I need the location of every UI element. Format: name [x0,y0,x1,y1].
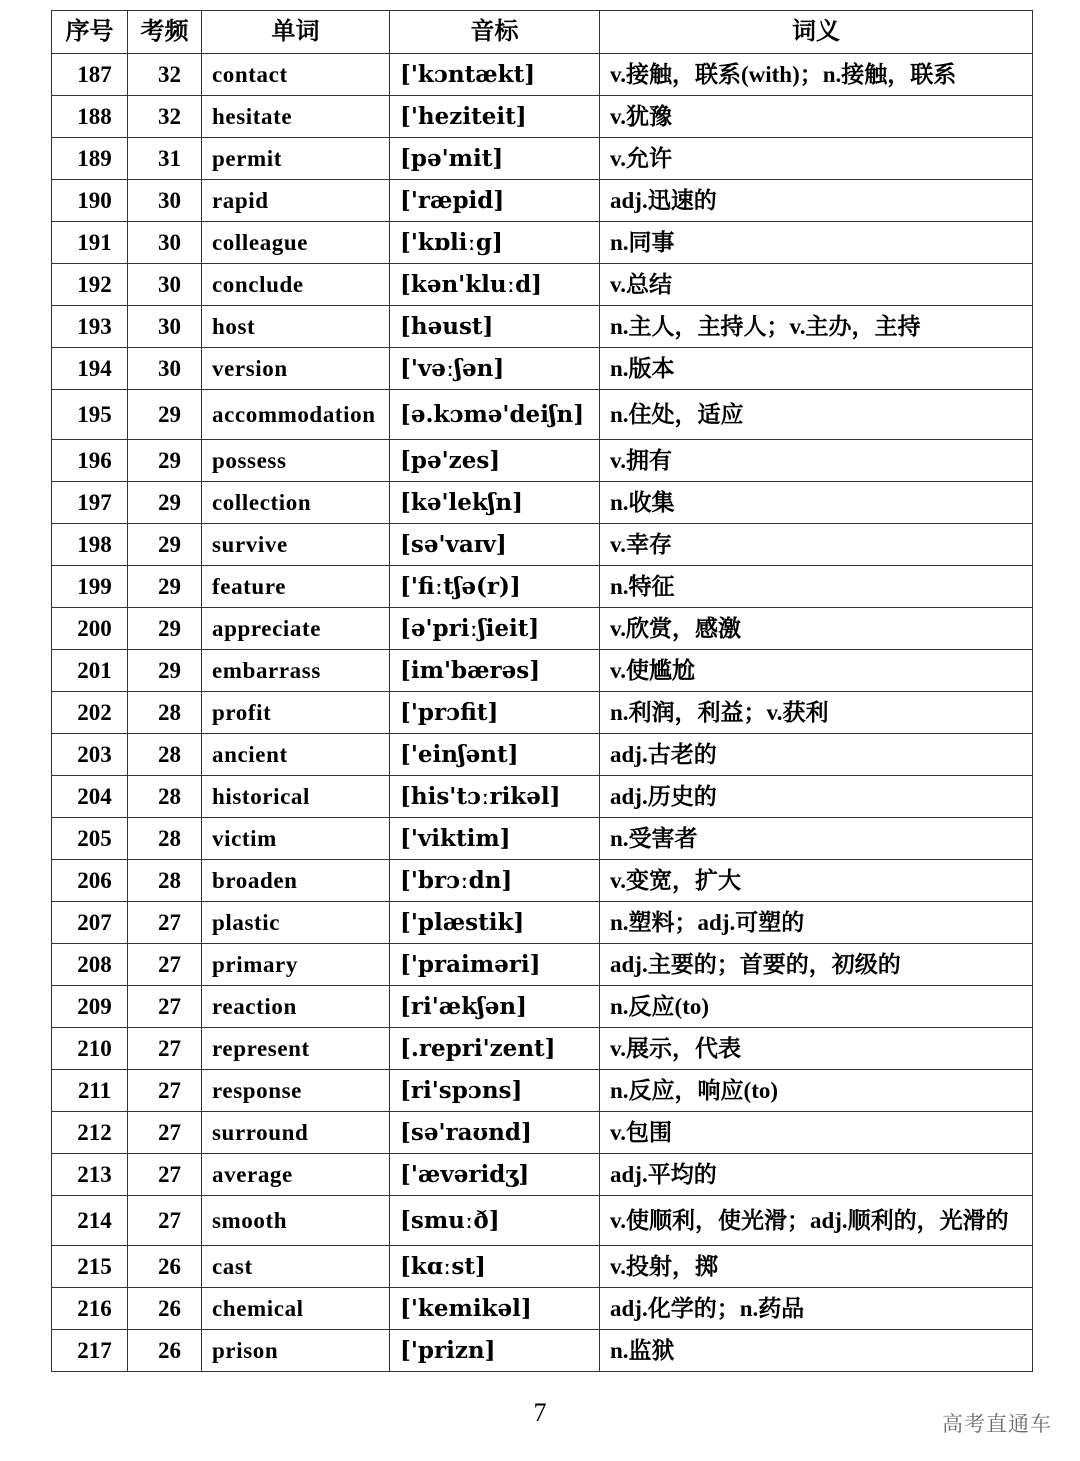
row-word: version [202,348,390,390]
header-row [52,11,1033,54]
table-row [52,608,1033,650]
row-word: prison [202,1330,390,1372]
table-row [52,566,1033,608]
row-word: chemical [202,1288,390,1330]
row-meaning: v.拥有 [600,440,1033,482]
row-word: profit [202,692,390,734]
row-frequency: 28 [128,692,202,734]
row-frequency: 31 [128,138,202,180]
row-phonetic: ['kɔntækt] [390,54,600,96]
row-number: 200 [52,608,128,650]
row-phonetic: [pə'zes] [390,440,600,482]
row-meaning: n.反应，响应(to) [600,1070,1033,1112]
row-word: hesitate [202,96,390,138]
row-frequency: 29 [128,390,202,440]
row-frequency: 26 [128,1330,202,1372]
row-number: 195 [52,390,128,440]
row-number: 188 [52,96,128,138]
row-meaning: v.欣赏，感激 [600,608,1033,650]
row-meaning: adj.主要的；首要的，初级的 [600,944,1033,986]
row-frequency: 27 [128,1070,202,1112]
row-frequency: 32 [128,96,202,138]
table-row [52,440,1033,482]
row-meaning: n.塑料；adj.可塑的 [600,902,1033,944]
row-number: 198 [52,524,128,566]
row-number: 211 [52,1070,128,1112]
row-word: historical [202,776,390,818]
row-phonetic: [ə'priːʃieit] [390,608,600,650]
table-row [52,650,1033,692]
row-meaning: v.包围 [600,1112,1033,1154]
row-meaning: n.监狱 [600,1330,1033,1372]
row-word: conclude [202,264,390,306]
table-row [52,1246,1033,1288]
row-phonetic: [kɑːst] [390,1246,600,1288]
row-phonetic: ['prizn] [390,1330,600,1372]
row-phonetic: ['kemikəl] [390,1288,600,1330]
row-meaning: n.住处，适应 [600,390,1033,440]
row-frequency: 32 [128,54,202,96]
row-phonetic: [ri'ækʃən] [390,986,600,1028]
row-meaning: n.受害者 [600,818,1033,860]
row-phonetic: [im'bærəs] [390,650,600,692]
row-word: ancient [202,734,390,776]
row-meaning: n.主人，主持人；v.主办，主持 [600,306,1033,348]
vocabulary-table [51,10,1033,1372]
row-number: 217 [52,1330,128,1372]
table-row [52,986,1033,1028]
table-row [52,944,1033,986]
row-frequency: 28 [128,818,202,860]
row-frequency: 30 [128,180,202,222]
row-number: 213 [52,1154,128,1196]
row-word: host [202,306,390,348]
row-word: smooth [202,1196,390,1246]
row-word: average [202,1154,390,1196]
row-meaning: v.使尴尬 [600,650,1033,692]
row-word: permit [202,138,390,180]
row-word: rapid [202,180,390,222]
row-number: 210 [52,1028,128,1070]
row-word: reaction [202,986,390,1028]
table-row [52,818,1033,860]
header-word: 单词 [202,11,390,54]
row-phonetic: [kən'kluːd] [390,264,600,306]
row-phonetic: ['kɒliːg] [390,222,600,264]
table-row [52,1196,1033,1246]
row-number: 216 [52,1288,128,1330]
row-meaning: n.同事 [600,222,1033,264]
row-meaning: v.使顺利，使光滑；adj.顺利的，光滑的 [600,1196,1033,1246]
row-number: 203 [52,734,128,776]
table-row [52,482,1033,524]
watermark: 高考直通车 [942,1412,1052,1436]
row-number: 202 [52,692,128,734]
row-word: cast [202,1246,390,1288]
row-meaning: v.变宽，扩大 [600,860,1033,902]
row-number: 209 [52,986,128,1028]
row-meaning: v.幸存 [600,524,1033,566]
row-number: 215 [52,1246,128,1288]
row-phonetic: ['prɔfit] [390,692,600,734]
table-row [52,1330,1033,1372]
row-meaning: n.特征 [600,566,1033,608]
row-phonetic: ['vəːʃən] [390,348,600,390]
row-frequency: 29 [128,440,202,482]
row-word: embarrass [202,650,390,692]
row-meaning: adj.迅速的 [600,180,1033,222]
table-row [52,1028,1033,1070]
header-phonetic: 音标 [390,11,600,54]
header-frequency: 考频 [128,11,202,54]
row-phonetic: ['viktim] [390,818,600,860]
row-frequency: 30 [128,222,202,264]
row-number: 205 [52,818,128,860]
row-phonetic: [kə'lekʃn] [390,482,600,524]
row-number: 190 [52,180,128,222]
row-phonetic: ['fiːtʃə(r)] [390,566,600,608]
row-meaning: v.总结 [600,264,1033,306]
row-phonetic: [sə'vaɪv] [390,524,600,566]
row-meaning: adj.古老的 [600,734,1033,776]
row-frequency: 30 [128,348,202,390]
row-phonetic: ['einʃənt] [390,734,600,776]
row-phonetic: ['brɔːdn] [390,860,600,902]
row-phonetic: ['ræpid] [390,180,600,222]
table-row [52,860,1033,902]
table-row [52,692,1033,734]
row-word: plastic [202,902,390,944]
row-number: 214 [52,1196,128,1246]
table-row [52,54,1033,96]
table-row [52,776,1033,818]
table-row [52,96,1033,138]
row-frequency: 27 [128,902,202,944]
row-number: 208 [52,944,128,986]
header-meaning: 词义 [600,11,1033,54]
row-frequency: 27 [128,944,202,986]
row-word: accommodation [202,390,390,440]
row-phonetic: [həust] [390,306,600,348]
row-phonetic: [.repri'zent] [390,1028,600,1070]
row-frequency: 28 [128,860,202,902]
table-row [52,524,1033,566]
row-meaning: n.反应(to) [600,986,1033,1028]
row-word: victim [202,818,390,860]
row-meaning: n.版本 [600,348,1033,390]
table-row [52,1070,1033,1112]
row-meaning: adj.历史的 [600,776,1033,818]
table-row [52,734,1033,776]
row-number: 204 [52,776,128,818]
row-frequency: 26 [128,1288,202,1330]
row-number: 197 [52,482,128,524]
row-frequency: 29 [128,608,202,650]
row-number: 191 [52,222,128,264]
row-number: 199 [52,566,128,608]
row-frequency: 30 [128,264,202,306]
row-phonetic: [sə'raʊnd] [390,1112,600,1154]
row-meaning: n.利润，利益；v.获利 [600,692,1033,734]
row-word: surround [202,1112,390,1154]
row-word: broaden [202,860,390,902]
row-frequency: 30 [128,306,202,348]
header-number: 序号 [52,11,128,54]
row-number: 201 [52,650,128,692]
table-row [52,1154,1033,1196]
row-frequency: 27 [128,1154,202,1196]
row-number: 206 [52,860,128,902]
row-number: 192 [52,264,128,306]
row-word: survive [202,524,390,566]
row-number: 193 [52,306,128,348]
row-frequency: 29 [128,524,202,566]
row-number: 212 [52,1112,128,1154]
row-frequency: 29 [128,482,202,524]
row-number: 189 [52,138,128,180]
row-frequency: 27 [128,986,202,1028]
row-meaning: adj.化学的；n.药品 [600,1288,1033,1330]
row-phonetic: ['plæstik] [390,902,600,944]
row-meaning: v.展示，代表 [600,1028,1033,1070]
row-phonetic: ['ævəridʒ] [390,1154,600,1196]
row-frequency: 27 [128,1112,202,1154]
row-frequency: 29 [128,566,202,608]
row-word: feature [202,566,390,608]
table-row [52,390,1033,440]
table-row [52,348,1033,390]
table-row [52,138,1033,180]
table-row [52,222,1033,264]
row-frequency: 29 [128,650,202,692]
row-number: 194 [52,348,128,390]
row-word: possess [202,440,390,482]
row-meaning: v.犹豫 [600,96,1033,138]
row-phonetic: [ri'spɔns] [390,1070,600,1112]
table-row [52,180,1033,222]
row-meaning: n.收集 [600,482,1033,524]
row-word: colleague [202,222,390,264]
row-frequency: 27 [128,1028,202,1070]
row-word: collection [202,482,390,524]
row-word: primary [202,944,390,986]
row-meaning: v.允许 [600,138,1033,180]
row-meaning: v.投射，掷 [600,1246,1033,1288]
row-word: contact [202,54,390,96]
table-row [52,306,1033,348]
row-meaning: adj.平均的 [600,1154,1033,1196]
row-frequency: 27 [128,1196,202,1246]
row-phonetic: [his'tɔːrikəl] [390,776,600,818]
row-phonetic: [smuːð] [390,1196,600,1246]
row-frequency: 28 [128,734,202,776]
row-phonetic: ['heziteit] [390,96,600,138]
row-frequency: 26 [128,1246,202,1288]
row-phonetic: [pə'mit] [390,138,600,180]
table-row [52,1288,1033,1330]
row-phonetic: [ə.kɔmə'deiʃn] [390,390,600,440]
row-meaning: v.接触，联系(with)；n.接触，联系 [600,54,1033,96]
row-word: response [202,1070,390,1112]
row-phonetic: ['praiməri] [390,944,600,986]
row-number: 207 [52,902,128,944]
row-frequency: 28 [128,776,202,818]
row-word: represent [202,1028,390,1070]
table-row [52,1112,1033,1154]
table-row [52,902,1033,944]
row-number: 196 [52,440,128,482]
row-word: appreciate [202,608,390,650]
row-number: 187 [52,54,128,96]
page-number: 7 [533,1398,547,1427]
table-row [52,264,1033,306]
